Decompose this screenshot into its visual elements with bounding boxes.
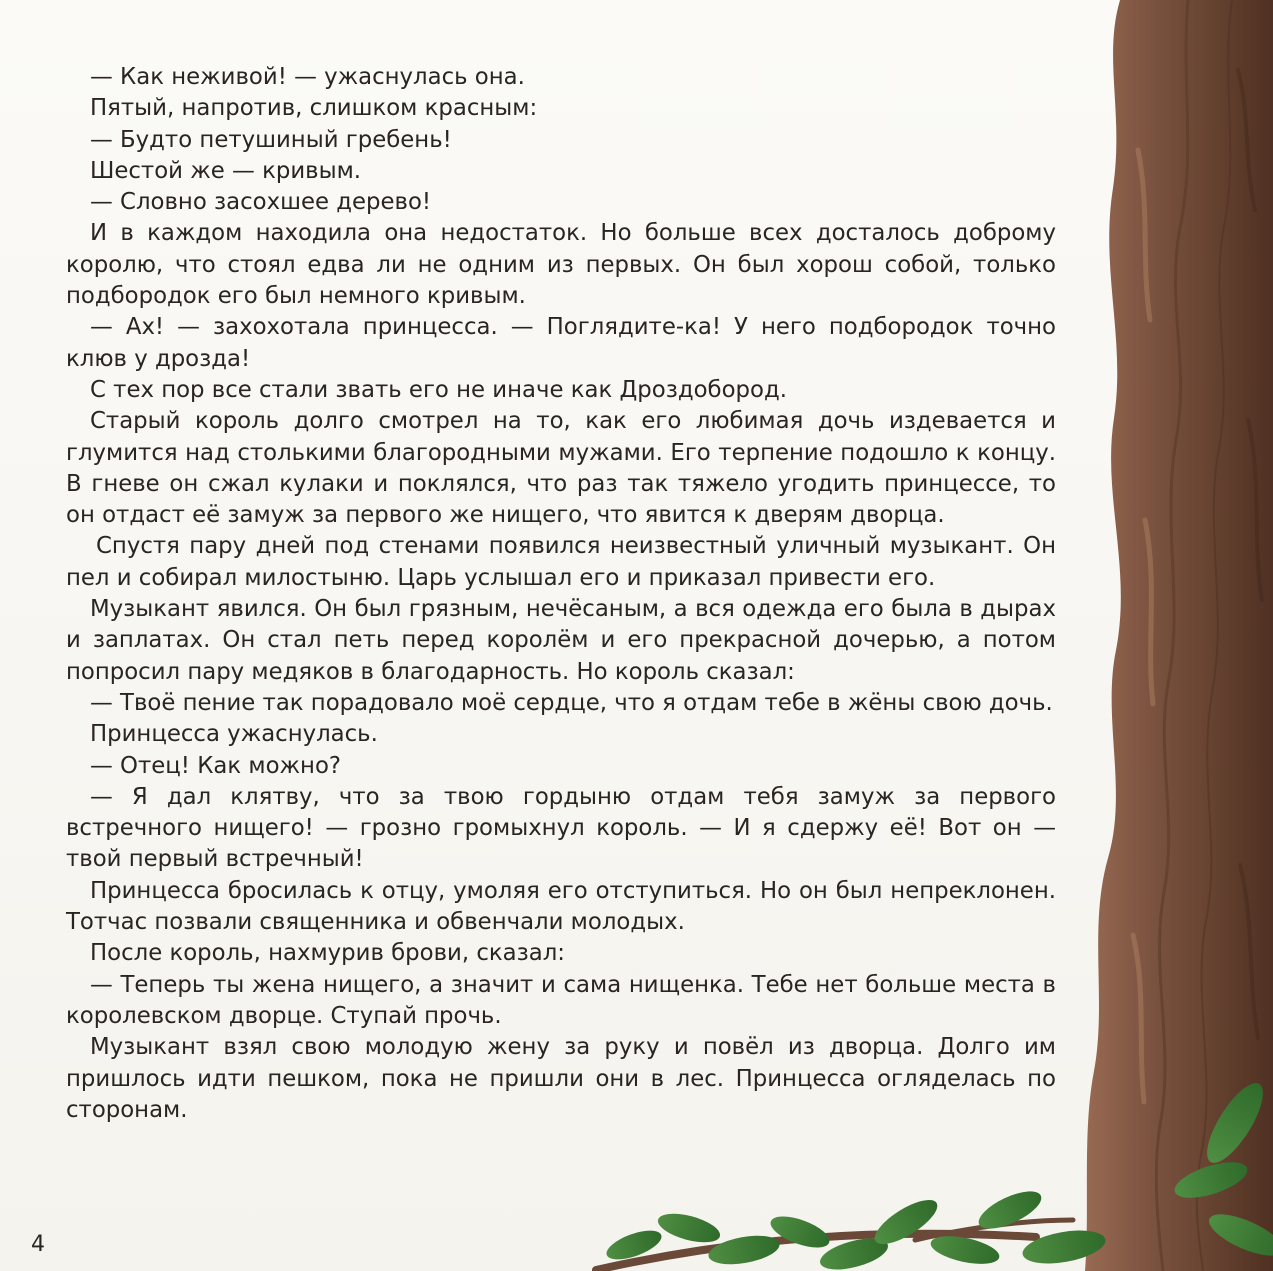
story-paragraph: Пятый, напротив, слишком красным: bbox=[90, 95, 538, 122]
story-paragraph: Шестой же — кривым. bbox=[90, 157, 362, 184]
story-paragraph: — Теперь ты жена нищего, а значит и сама нищенка. Тебе нет больше места в королевском дворце. Ступай прочь. bbox=[66, 971, 1056, 1029]
story-paragraph: — Как неживой! — ужаснулась она. bbox=[90, 64, 525, 90]
story-text bbox=[66, 62, 1056, 1126]
story-paragraph: Музыкант явился. Он был грязным, нечёсаным, а вся одежда его была в дырах и заплатах. Он стал петь перед королём и его прекрасной дочерью, а потом попросил пару медяков в благодарность. Но король сказал: bbox=[66, 596, 1056, 685]
story-paragraph: — Твоё пение так порадовало моё сердце, что я отдам тебе в жёны свою дочь. bbox=[90, 689, 1053, 716]
story-paragraph: Спустя пару дней под стенами появился неизвестный уличный музыкант. Он пел и собирал милостыню. Царь услышал его и приказал привести его. bbox=[66, 533, 1056, 591]
story-paragraph: Принцесса бросилась к отцу, умоляя его отступиться. Но он был непреклонен. Тотчас позвали священника и обвенчали молодых. bbox=[66, 877, 1056, 936]
story-paragraph: — Словно засохшее дерево! bbox=[90, 189, 432, 216]
story-paragraph: Музыкант взял свою молодую жену за руку и повёл из дворца. Долго им пришлось идти пешком, пока не пришли они в лес. Принцесса огляделась по сторонам. bbox=[66, 1034, 1056, 1123]
story-paragraph: Старый король долго смотрел на то, как его любимая дочь издевается и глумится над столькими благородными мужами. Его терпение подошло к концу. В гневе он сжал кулаки и поклялся, что раз так тяжело угодить принцессе, то он отдаст её замуж за первого же нищего, что явится к дверям дворца. bbox=[66, 408, 1056, 529]
story-paragraph: Принцесса ужаснулась. bbox=[90, 721, 378, 748]
story-paragraph: После король, нахмурив брови, сказал: bbox=[90, 940, 565, 967]
story-paragraph: С тех пор все стали звать его не иначе как Дроздобород. bbox=[90, 376, 787, 403]
story-paragraph: — Будто петушиный гребень! bbox=[90, 126, 452, 153]
story-paragraph: И в каждом находила она недостаток. Но больше всех досталось доброму королю, что стоял едва ли не одним из первых. Он был хорош собой, только подбородок его был немного кривым. bbox=[66, 220, 1056, 310]
story-paragraph: — Ах! — захохотала принцесса. — Поглядите-ка! У него подбородок точно клюв у дрозда! bbox=[66, 314, 1056, 372]
story-paragraph: — Отец! Как можно? bbox=[90, 752, 341, 779]
story-paragraph: — Я дал клятву, что за твою гордыню отдам тебя замуж за первого встречного нищего! — грозно громыхнул король. — И я сдержу её! Вот он — твой первый встречный! bbox=[66, 783, 1056, 873]
page-number: 4 bbox=[31, 1232, 45, 1257]
